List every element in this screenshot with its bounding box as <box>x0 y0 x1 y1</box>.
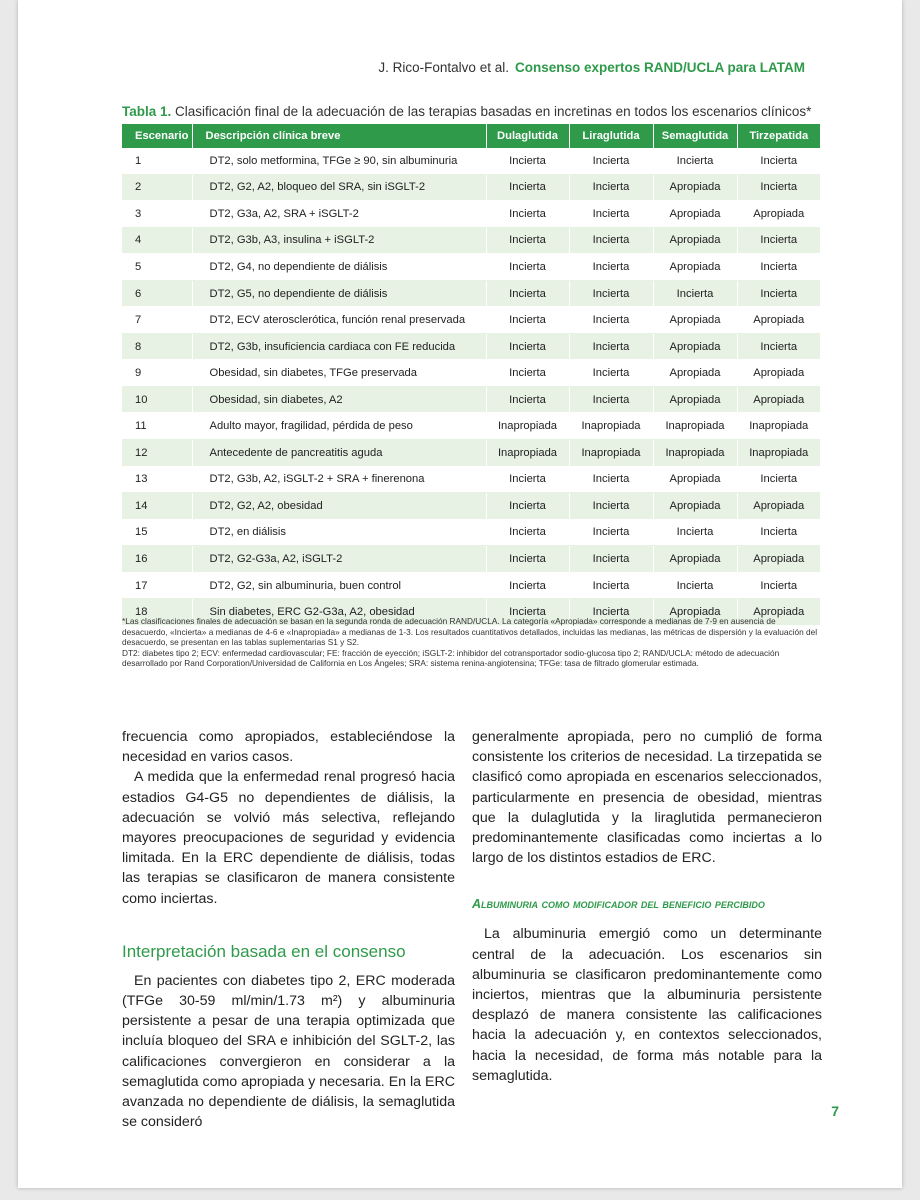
cell-semaglutida: Apropiada <box>653 493 737 520</box>
left-paragraph-1: frecuencia como apropiados, estableciéndose la necesidad en varios casos. <box>122 729 455 766</box>
cell-dulaglutida: Incierta <box>486 519 569 546</box>
cell-semaglutida: Apropiada <box>653 227 737 254</box>
cell-liraglutida: Incierta <box>569 307 653 334</box>
running-head-journal: Consenso expertos RAND/UCLA para LATAM <box>514 60 805 75</box>
cell-dulaglutida: Incierta <box>486 227 569 254</box>
page-number: 7 <box>831 1103 839 1119</box>
cell-dulaglutida: Incierta <box>486 148 569 174</box>
right-paragraph-1: generalmente apropiada, pero no cumplió de forma consistente los criterios de necesidad. La tirzepatida se clasificó como apropiada en escenarios seleccionados, particularmente en presencia de obesidad, mientras que la dulaglutida y la liraglutida permanecieron predominantemente clasificadas como inciertas a lo largo de los distintos estadios de ERC. <box>472 729 822 867</box>
cell-tirzepatida: Incierta <box>737 254 820 281</box>
page <box>18 0 902 1188</box>
cell-tirzepatida: Apropiada <box>737 599 820 626</box>
cell-semaglutida: Apropiada <box>653 466 737 493</box>
cell-semaglutida: Inapropiada <box>653 413 737 440</box>
cell-escenario: 9 <box>122 360 192 387</box>
table-row <box>122 519 820 546</box>
cell-liraglutida: Inapropiada <box>569 440 653 467</box>
cell-tirzepatida: Incierta <box>737 333 820 360</box>
cell-liraglutida: Incierta <box>569 227 653 254</box>
table-row <box>122 493 820 520</box>
cell-tirzepatida: Apropiada <box>737 386 820 413</box>
cell-dulaglutida: Incierta <box>486 254 569 281</box>
cell-tirzepatida: Apropiada <box>737 201 820 228</box>
cell-escenario: 7 <box>122 307 192 334</box>
cell-dulaglutida: Incierta <box>486 572 569 599</box>
cell-semaglutida: Apropiada <box>653 254 737 281</box>
right-column <box>472 727 822 1086</box>
cell-liraglutida: Incierta <box>569 466 653 493</box>
cell-descripcion: DT2, solo metformina, TFGe ≥ 90, sin albuminuria <box>192 148 486 174</box>
cell-semaglutida: Apropiada <box>653 360 737 387</box>
footnote-1: *Las clasificaciones finales de adecuación se basan en la segunda ronda de adecuación RAND/UCLA. La categoría «Apropiada» corresponde a medianas de 7-9 en ausencia de desacuerdo, «Incierta» a medianas de 4-6 e «Inapropiada» a medianas de 1-3. Los resultados cuantitativos detallados, incluidas las medianas, las métricas de dispersión y la evaluación del desacuerdo, se presentan en las tablas suplementarias S1 y S2. <box>122 616 818 648</box>
cell-escenario: 17 <box>122 572 192 599</box>
cell-liraglutida: Incierta <box>569 386 653 413</box>
cell-descripcion: DT2, G5, no dependiente de diálisis <box>192 280 486 307</box>
cell-semaglutida: Apropiada <box>653 599 737 626</box>
cell-tirzepatida: Incierta <box>737 148 820 174</box>
table-row <box>122 466 820 493</box>
table-row <box>122 413 820 440</box>
cell-descripcion: DT2, G3a, A2, SRA + iSGLT-2 <box>192 201 486 228</box>
table-row <box>122 227 820 254</box>
cell-tirzepatida: Incierta <box>737 519 820 546</box>
table-row <box>122 280 820 307</box>
cell-descripcion: Adulto mayor, fragilidad, pérdida de peso <box>192 413 486 440</box>
cell-escenario: 1 <box>122 148 192 174</box>
subsection-heading: Albuminuria como modificador del beneficio percibido <box>472 897 765 912</box>
cell-descripcion: DT2, ECV aterosclerótica, función renal preservada <box>192 307 486 334</box>
cell-semaglutida: Apropiada <box>653 174 737 201</box>
table-row <box>122 440 820 467</box>
cell-dulaglutida: Inapropiada <box>486 413 569 440</box>
table-row <box>122 386 820 413</box>
cell-descripcion: DT2, G2, sin albuminuria, buen control <box>192 572 486 599</box>
cell-liraglutida: Incierta <box>569 546 653 573</box>
cell-semaglutida: Incierta <box>653 572 737 599</box>
cell-liraglutida: Incierta <box>569 280 653 307</box>
header-escenario: Escenario <box>122 124 192 148</box>
table-caption-label: Tabla 1. <box>122 104 172 119</box>
cell-liraglutida: Incierta <box>569 148 653 174</box>
cell-semaglutida: Incierta <box>653 280 737 307</box>
left-column <box>122 727 455 1132</box>
cell-escenario: 18 <box>122 599 192 626</box>
cell-liraglutida: Incierta <box>569 254 653 281</box>
cell-escenario: 8 <box>122 333 192 360</box>
cell-semaglutida: Inapropiada <box>653 440 737 467</box>
cell-liraglutida: Incierta <box>569 174 653 201</box>
cell-descripcion: DT2, G3b, insuficiencia cardiaca con FE reducida <box>192 333 486 360</box>
cell-descripcion: DT2, G3b, A3, insulina + iSGLT-2 <box>192 227 486 254</box>
header-descripcion: Descripción clínica breve <box>192 124 486 148</box>
cell-semaglutida: Incierta <box>653 519 737 546</box>
cell-dulaglutida: Incierta <box>486 493 569 520</box>
cell-semaglutida: Apropiada <box>653 386 737 413</box>
cell-escenario: 14 <box>122 493 192 520</box>
table-footnote <box>122 616 822 669</box>
cell-dulaglutida: Incierta <box>486 201 569 228</box>
cell-tirzepatida: Apropiada <box>737 307 820 334</box>
cell-escenario: 3 <box>122 201 192 228</box>
cell-tirzepatida: Incierta <box>737 227 820 254</box>
cell-liraglutida: Incierta <box>569 572 653 599</box>
appropriateness-table <box>122 124 820 626</box>
right-paragraph-2: La albuminuria emergió como un determinante central de la adecuación. Los escenarios sin albuminuria se clasificaron predominantemente como inciertos, mientras que la albuminuria persistente desplazó de manera consistente las calificaciones hacia la adecuación y, en contextos seleccionados, hacia la necesidad, de forma más notable para la semaglutida. <box>472 926 822 1084</box>
cell-tirzepatida: Incierta <box>737 174 820 201</box>
cell-dulaglutida: Incierta <box>486 333 569 360</box>
cell-tirzepatida: Incierta <box>737 572 820 599</box>
cell-descripcion: DT2, G2, A2, obesidad <box>192 493 486 520</box>
left-paragraph-3: En pacientes con diabetes tipo 2, ERC moderada (TFGe 30-59 ml/min/1.73 m²) y albuminuria persistente a pesar de una terapia optimizada que incluía bloqueo del SRA e inhibición del SGLT-2, las calificaciones convergieron en considerar a la semaglutida como apropiada y necesaria. En la ERC avanzada no dependiente de diálisis, la semaglutida se consideró <box>122 972 455 1131</box>
cell-tirzepatida: Apropiada <box>737 360 820 387</box>
cell-liraglutida: Incierta <box>569 599 653 626</box>
table-row <box>122 254 820 281</box>
cell-descripcion: Obesidad, sin diabetes, A2 <box>192 386 486 413</box>
cell-escenario: 6 <box>122 280 192 307</box>
table-row <box>122 201 820 228</box>
cell-dulaglutida: Incierta <box>486 599 569 626</box>
cell-descripcion: DT2, en diálisis <box>192 519 486 546</box>
cell-descripcion: DT2, G3b, A2, iSGLT-2 + SRA + finerenona <box>192 466 486 493</box>
cell-escenario: 13 <box>122 466 192 493</box>
table-caption <box>122 104 822 119</box>
header-tirzepatida: Tirzepatida <box>737 124 820 148</box>
cell-tirzepatida: Incierta <box>737 466 820 493</box>
cell-descripcion: DT2, G2-G3a, A2, iSGLT-2 <box>192 546 486 573</box>
table-row <box>122 333 820 360</box>
cell-liraglutida: Incierta <box>569 519 653 546</box>
header-semaglutida: Semaglutida <box>653 124 737 148</box>
table-row <box>122 174 820 201</box>
cell-escenario: 15 <box>122 519 192 546</box>
cell-dulaglutida: Incierta <box>486 546 569 573</box>
cell-descripcion: Antecedente de pancreatitis aguda <box>192 440 486 467</box>
cell-liraglutida: Inapropiada <box>569 413 653 440</box>
section-heading: Interpretación basada en el consenso <box>122 941 406 961</box>
cell-liraglutida: Incierta <box>569 333 653 360</box>
table-caption-text: Clasificación final de la adecuación de las terapias basadas en incretinas en todos los escenarios clínicos* <box>175 104 812 119</box>
cell-semaglutida: Apropiada <box>653 307 737 334</box>
cell-semaglutida: Incierta <box>653 148 737 174</box>
cell-tirzepatida: Inapropiada <box>737 440 820 467</box>
cell-escenario: 11 <box>122 413 192 440</box>
cell-liraglutida: Incierta <box>569 493 653 520</box>
cell-dulaglutida: Incierta <box>486 466 569 493</box>
cell-tirzepatida: Inapropiada <box>737 413 820 440</box>
table-row <box>122 360 820 387</box>
cell-tirzepatida: Apropiada <box>737 493 820 520</box>
table-row <box>122 148 820 174</box>
cell-dulaglutida: Inapropiada <box>486 440 569 467</box>
header-dulaglutida: Dulaglutida <box>486 124 569 148</box>
cell-liraglutida: Incierta <box>569 360 653 387</box>
cell-descripcion: Sin diabetes, ERC G2-G3a, A2, obesidad <box>192 599 486 626</box>
table-row <box>122 546 820 573</box>
cell-semaglutida: Apropiada <box>653 546 737 573</box>
running-head-authors: J. Rico-Fontalvo et al. <box>378 60 509 75</box>
header-liraglutida: Liraglutida <box>569 124 653 148</box>
table-header-row <box>122 124 820 148</box>
cell-escenario: 2 <box>122 174 192 201</box>
left-paragraph-2: A medida que la enfermedad renal progresó hacia estadios G4-G5 no dependientes de diálisis, la adecuación se volvió más selectiva, reflejando mayores preocupaciones de seguridad y evidencia limitada. En la ERC dependiente de diálisis, todas las terapias se clasificaron de manera consistente como inciertas. <box>122 769 455 907</box>
cell-semaglutida: Apropiada <box>653 201 737 228</box>
cell-tirzepatida: Incierta <box>737 280 820 307</box>
cell-dulaglutida: Incierta <box>486 386 569 413</box>
cell-semaglutida: Apropiada <box>653 333 737 360</box>
cell-liraglutida: Incierta <box>569 201 653 228</box>
cell-descripcion: Obesidad, sin diabetes, TFGe preservada <box>192 360 486 387</box>
cell-dulaglutida: Incierta <box>486 280 569 307</box>
table-body <box>122 148 820 625</box>
cell-escenario: 5 <box>122 254 192 281</box>
cell-dulaglutida: Incierta <box>486 360 569 387</box>
cell-escenario: 4 <box>122 227 192 254</box>
cell-descripcion: DT2, G4, no dependiente de diálisis <box>192 254 486 281</box>
table-row <box>122 572 820 599</box>
cell-descripcion: DT2, G2, A2, bloqueo del SRA, sin iSGLT-2 <box>192 174 486 201</box>
table-row <box>122 307 820 334</box>
cell-escenario: 12 <box>122 440 192 467</box>
footnote-2: DT2: diabetes tipo 2; ECV: enfermedad cardiovascular; FE: fracción de eyección; iSGLT-2: inhibidor del cotransportador sodio-glucosa tipo 2; RAND/UCLA: método de adecuación desarrollado por Rand Corporation/Universidad de California en Los Ángeles; SRA: sistema renina-angiotensina; TFGe: tasa de filtrado glomerular estimada. <box>122 647 780 669</box>
running-head <box>378 60 805 75</box>
cell-dulaglutida: Incierta <box>486 174 569 201</box>
cell-escenario: 16 <box>122 546 192 573</box>
cell-escenario: 10 <box>122 386 192 413</box>
cell-tirzepatida: Apropiada <box>737 546 820 573</box>
cell-dulaglutida: Incierta <box>486 307 569 334</box>
